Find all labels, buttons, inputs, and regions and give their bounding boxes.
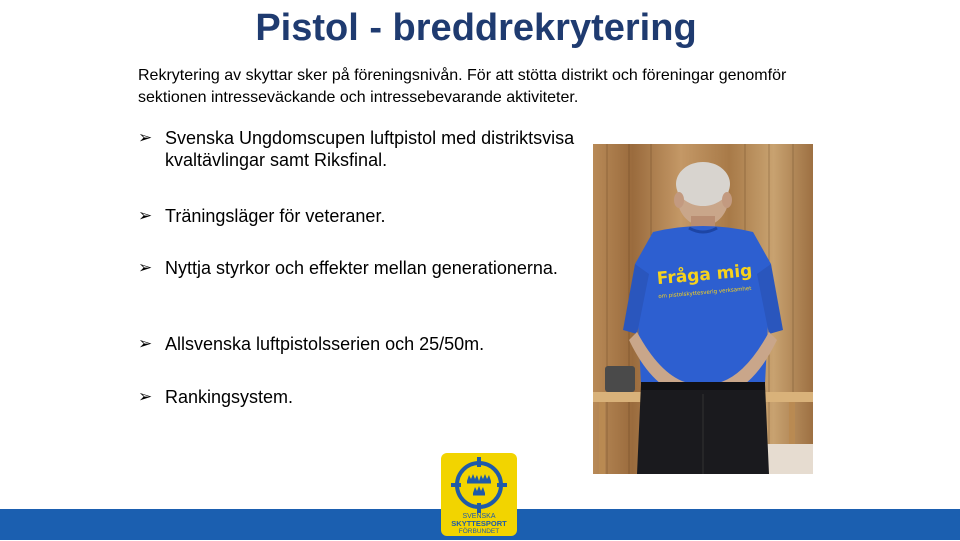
shirt-print-sub: om pistolskyttesverig verksamhet [658, 285, 752, 301]
arrow-bullet-icon: ➢ [138, 334, 153, 353]
crosshair-crowns-emblem-icon [441, 453, 517, 536]
logo-text-line3: FÖRBUNDET [458, 528, 500, 535]
arrow-bullet-icon: ➢ [138, 258, 153, 277]
bullet-text: Allsvenska luftpistolsserien och 25/50m. [165, 334, 485, 354]
photo-man-in-blue-shirt [593, 144, 813, 474]
bullet-text: Svenska Ungdomscupen luftpistol med distriktsvisa kvaltävlingar samt Riksfinal. [165, 128, 575, 170]
bullet-item [138, 127, 578, 171]
arrow-bullet-icon: ➢ [138, 128, 153, 147]
logo-text-line2: SKYTTESPORT [451, 519, 507, 528]
intro-paragraph: Rekrytering av skyttar sker på föreningsnivån. För att stötta distrikt och föreningar genomför sektionen intresseväckande och intressebevarande aktiviteter. [138, 67, 787, 106]
slide-title: Pistol - breddrekrytering [255, 7, 697, 49]
bullet-item [138, 386, 578, 408]
arrow-bullet-icon: ➢ [138, 206, 153, 225]
bullet-item [138, 205, 578, 227]
bullet-item [138, 333, 578, 355]
bullet-text: Träningsläger för veteraner. [165, 206, 386, 226]
arrow-bullet-icon: ➢ [138, 387, 153, 406]
skyttesport-forbundet-logo [441, 453, 517, 536]
photo-illustration [593, 144, 813, 474]
shirt-print-main: Fråga mig [656, 260, 754, 290]
bullet-text: Nyttja styrkor och effekter mellan generationerna. [165, 258, 558, 278]
bullet-item [138, 257, 578, 279]
bullet-text: Rankingsystem. [165, 387, 294, 407]
logo-text-line1: SVENSKA [462, 513, 496, 520]
